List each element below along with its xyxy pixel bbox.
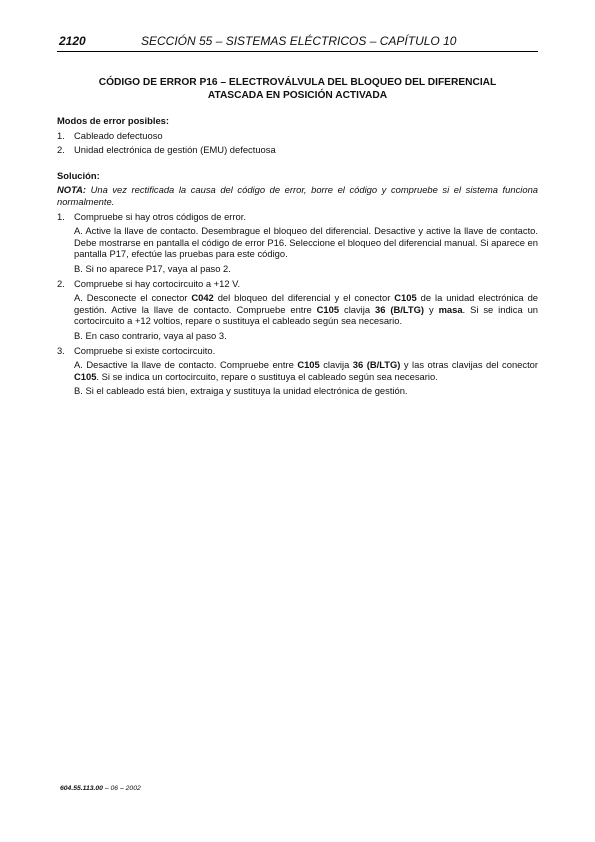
list-text: Cableado defectuoso <box>74 129 163 141</box>
pin-36: 36 (B/LTG) <box>352 359 401 371</box>
title-line-1: CÓDIGO DE ERROR P16 – ELECTROVÁLVULA DEL BLOQUEO DEL DIFERENCIAL <box>98 77 497 88</box>
list-number: 2. <box>57 277 65 289</box>
connector-c105: C105 <box>316 303 340 315</box>
list-number: 1. <box>57 210 65 222</box>
connector-c105: C105 <box>74 370 97 382</box>
step-text: Compruebe si hay cortocircuito a +12 V. <box>74 277 241 289</box>
step-text: Compruebe si existe cortocircuito. <box>74 344 216 356</box>
page-content <box>57 115 538 400</box>
page-number: 2120 <box>59 34 86 48</box>
step-2-b: B. En caso contrario, vaya al paso 3. <box>74 329 227 341</box>
connector-c105: C105 <box>297 359 320 371</box>
page-footer <box>60 785 141 792</box>
note-text: Una vez rectificada la causa del código de error, borre el código y compruebe si el sistema funciona normalmente. <box>57 184 538 207</box>
note-label: NOTA: <box>57 184 86 196</box>
title-line-2: ATASCADA EN POSICIÓN ACTIVADA <box>207 90 388 101</box>
connector-c042: C042 <box>191 292 214 304</box>
page-header <box>57 33 538 52</box>
list-number: 2. <box>57 144 65 156</box>
document-code: 604.55.113.00 <box>60 785 103 792</box>
solution-step-2 <box>57 278 538 290</box>
connector-c105: C105 <box>394 292 417 304</box>
list-number: 1. <box>57 129 65 141</box>
failure-mode-item <box>57 144 538 156</box>
solution-step-3 <box>57 345 538 357</box>
solution-heading: Solución: <box>57 169 100 181</box>
ground-label: masa <box>438 303 463 315</box>
list-number: 3. <box>57 344 65 356</box>
pin-36: 36 (B/LTG) <box>374 303 425 315</box>
step-text: Compruebe si hay otros códigos de error. <box>74 210 246 222</box>
failure-modes-heading: Modos de error posibles: <box>57 115 169 126</box>
solution-step-1 <box>57 211 538 223</box>
note-paragraph <box>57 184 538 207</box>
list-text: Unidad electrónica de gestión (EMU) defectuosa <box>74 144 276 156</box>
step-1-a: A. Active la llave de contacto. Desembrague el bloqueo del diferencial. Desactive y active la llave de contacto. Debe mostrarse en pantalla el código de error P16. Seleccione el bloqueo del diferencial manual. Si aparece en pantalla P17, efectúe las pruebas para este código. <box>74 225 538 260</box>
step-1-b: B. Si no aparece P17, vaya al paso 2. <box>74 262 231 274</box>
section-title: SECCIÓN 55 – SISTEMAS ELÉCTRICOS – CAPÍTULO 10 <box>141 34 457 48</box>
page-title <box>57 76 538 102</box>
failure-mode-item <box>57 130 538 142</box>
step-3-a: A. Desactive la llave de contacto. Compruebe entre C105 clavija 36 (B/LTG) y las otras clavijas del conector C105. Si se indica un cortocircuito, repare o sustituya el cableado según sea necesario. <box>74 359 539 382</box>
document-date: – 06 – 2002 <box>102 785 141 792</box>
step-2-a: A. Desconecte el conector C042 del bloqueo del diferencial y el conector C105 de la unidad electrónica de gestión. Active la llave de contacto. Compruebe entre C105 clavija 36 (B/LTG) y masa. Si se indica un cortocircuito a +12 voltios, repare o sustituya el cableado según sea necesario. <box>74 292 539 327</box>
step-3-b: B. Si el cableado está bien, extraiga y sustituya la unidad electrónica de gestión. <box>74 385 408 397</box>
